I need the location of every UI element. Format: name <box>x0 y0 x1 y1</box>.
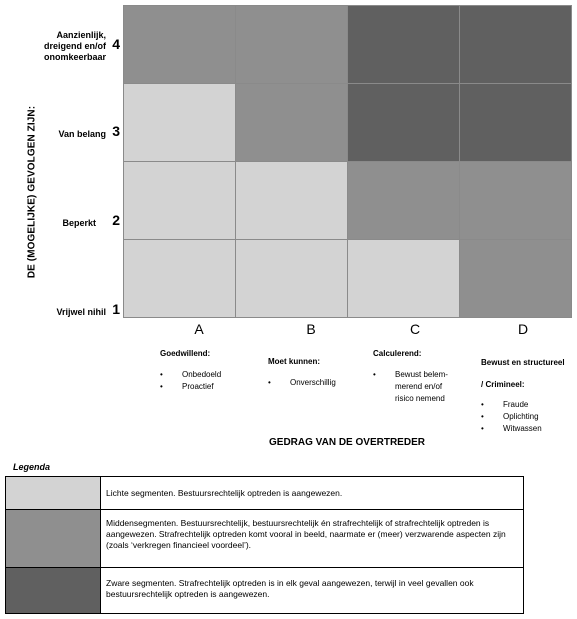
y-axis-label-text: DE (MOGELIJKE) GEVOLGEN ZIJN: <box>26 105 38 279</box>
y-axis-label <box>20 92 44 292</box>
matrix-cell-a4 <box>123 5 236 84</box>
row-2-number: 2 <box>112 212 120 228</box>
row-1-number: 1 <box>112 301 120 317</box>
risk-matrix <box>123 5 571 317</box>
matrix-cell-a3 <box>123 83 236 162</box>
matrix-cell-d3 <box>459 83 572 162</box>
matrix-cell-d2 <box>459 161 572 240</box>
legend-text-medium: Middensegmenten. Bestuursrechtelijk, bestuursrechtelijk én strafrechtelijk of strafrechtelijk optreden is aangewezen. Strafrechtelijk optreden komt vooral in beeld, naarmate er (meer) verzwarende aspecten zijn (zoals ‘verkregen financieel voordeel’). <box>106 518 506 550</box>
category-b-item: • Onverschillig <box>268 377 358 389</box>
category-d-item: • Witwassen <box>481 423 577 435</box>
category-d <box>481 357 577 435</box>
legend-table <box>5 476 524 614</box>
column-label-c: C <box>409 321 421 337</box>
category-c-item: • Bewust belem- merend en/of risico nemend <box>373 369 473 405</box>
legend-swatch-medium <box>6 510 101 567</box>
row-4-number: 4 <box>112 36 120 52</box>
column-label-d: D <box>517 321 529 337</box>
row-4-text: Aanzienlijk, dreigend en/of onomkeerbaar <box>43 30 106 62</box>
legend-swatch-light <box>6 477 101 509</box>
category-b-title: Moet kunnen: <box>268 357 320 366</box>
legend-row-dark <box>6 568 523 613</box>
category-d-title: Bewust en structureel / Crimineel: <box>481 358 565 389</box>
matrix-cell-b3 <box>235 83 348 162</box>
legend-text-dark: Zware segmenten. Strafrechtelijk optreden is in elk geval aangewezen, terwijl in veel gevallen ook bestuursrechtelijk optreden is aangewezen. <box>106 578 474 599</box>
category-c <box>373 349 473 405</box>
column-label-a: A <box>194 321 204 337</box>
matrix-cell-b1 <box>235 239 348 318</box>
matrix-cell-b2 <box>235 161 348 240</box>
matrix-cell-c4 <box>347 5 460 84</box>
category-d-item: • Oplichting <box>481 411 577 423</box>
category-c-title: Calculerend: <box>373 349 422 358</box>
row-3-text: Van belang <box>58 129 106 139</box>
category-a <box>160 349 260 393</box>
x-axis-label: GEDRAG VAN DE OVERTREDER <box>269 437 425 448</box>
legend-text-light: Lichte segmenten. Bestuursrechtelijk optreden is aangewezen. <box>106 488 343 498</box>
matrix-cell-b4 <box>235 5 348 84</box>
row-1-text: Vrijwel nihil <box>56 307 106 317</box>
matrix-cell-d4 <box>459 5 572 84</box>
matrix-cell-a2 <box>123 161 236 240</box>
legend-row-medium <box>6 510 523 568</box>
row-2-text: Beperkt <box>62 218 96 228</box>
matrix-cell-a1 <box>123 239 236 318</box>
matrix-cell-c1 <box>347 239 460 318</box>
matrix-cell-c2 <box>347 161 460 240</box>
category-a-item: • Proactief <box>160 381 260 393</box>
category-a-item: • Onbedoeld <box>160 369 260 381</box>
column-label-b: B <box>306 321 316 337</box>
matrix-cell-c3 <box>347 83 460 162</box>
matrix-cell-d1 <box>459 239 572 318</box>
category-b <box>268 357 358 389</box>
category-d-item: • Fraude <box>481 399 577 411</box>
legend-swatch-dark <box>6 568 101 613</box>
legend-title: Legenda <box>13 462 51 472</box>
legend-row-light <box>6 477 523 510</box>
row-3-number: 3 <box>112 123 120 139</box>
category-a-title: Goedwillend: <box>160 349 211 358</box>
